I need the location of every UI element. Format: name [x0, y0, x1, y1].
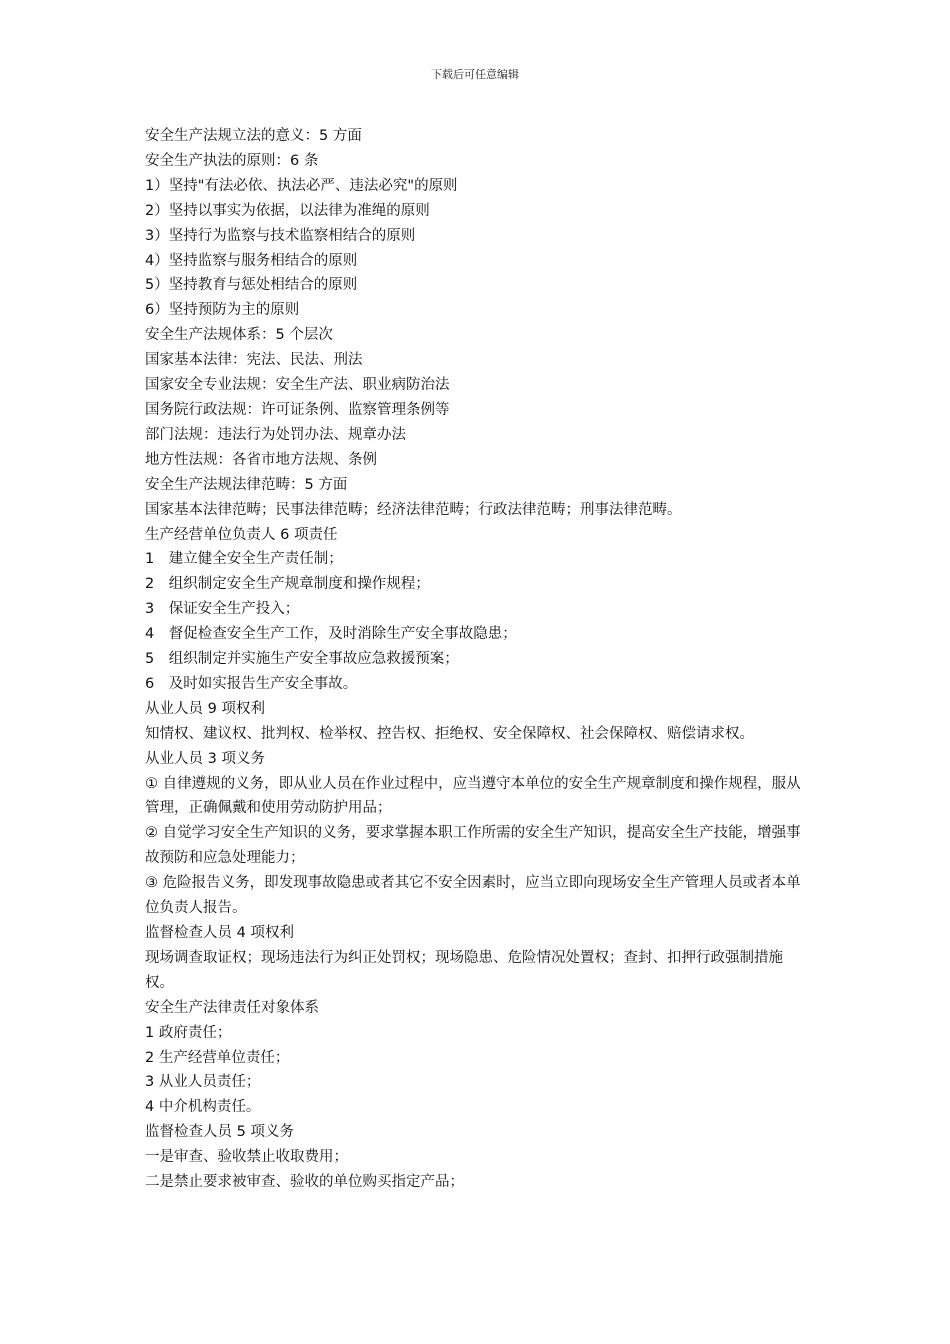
- text-line: 现场调查取证权；现场违法行为纠正处罚权；现场隐患、危险情况处置权；查封、扣押行政强制措施权。: [145, 949, 783, 991]
- text-line: 安全生产法规立法的意义：5 方面: [145, 128, 362, 144]
- text-line: 6）坚持预防为主的原则: [145, 302, 300, 319]
- text-line: 5）坚持教育与惩处相结合的原则: [145, 277, 358, 294]
- text-line: 一是审查、验收禁止收取费用；: [145, 1149, 348, 1166]
- text-line: 地方性法规：各省市地方法规、条例: [145, 451, 377, 468]
- text-line: ③ 危险报告义务，即发现事故隐患或者其它不安全因素时，应当立即向现场安全生产管理人员或者本单位负责人报告。: [145, 875, 801, 917]
- text-line: 安全生产法规体系：5 个层次: [145, 327, 333, 344]
- text-line: 5 组织制定并实施生产安全事故应急救援预案；: [145, 651, 459, 668]
- text-line: 国家安全专业法规：安全生产法、职业病防治法: [145, 377, 450, 394]
- text-line: 1 建立健全安全生产责任制；: [145, 551, 343, 568]
- text-line: 国家基本法律范畴；民事法律范畴；经济法律范畴；行政法律范畴；刑事法律范畴。: [145, 501, 682, 518]
- text-line: 3）坚持行为监察与技术监察相结合的原则: [145, 227, 416, 244]
- page-header: 下载后可任意编辑: [431, 68, 519, 81]
- text-line: 1 政府责任；: [145, 1024, 232, 1041]
- text-line: 4）坚持监察与服务相结合的原则: [145, 252, 358, 269]
- text-line: 从业人员 3 项义务: [145, 750, 265, 767]
- text-line: 4 督促检查安全生产工作，及时消除生产安全事故隐患；: [145, 626, 517, 643]
- text-line: 安全生产执法的原则：6 条: [145, 152, 319, 169]
- text-line: 2 生产经营单位责任；: [145, 1049, 290, 1066]
- text-line: 安全生产法律责任对象体系: [145, 999, 319, 1016]
- text-line: 知情权、建议权、批判权、检举权、控告权、拒绝权、安全保障权、社会保障权、赔偿请求权。: [145, 725, 754, 742]
- text-line: 从业人员 9 项权利: [145, 700, 265, 717]
- text-line: 3 从业人员责任；: [145, 1074, 261, 1091]
- text-line: 6 及时如实报告生产安全事故。: [145, 675, 358, 692]
- text-line: 安全生产法规法律范畴：5 方面: [145, 476, 348, 493]
- text-line: ① 自律遵规的义务，即从业人员在作业过程中，应当遵守本单位的安全生产规章制度和操作规程，服从管理，正确佩戴和使用劳动防护用品；: [145, 775, 801, 817]
- text-line: 4 中介机构责任。: [145, 1099, 261, 1116]
- text-line: ② 自觉学习安全生产知识的义务，要求掌握本职工作所需的安全生产知识，提高安全生产技能，增强事故预防和应急处理能力；: [145, 825, 801, 867]
- text-line: 2）坚持以事实为依据，以法律为准绳的原则: [145, 202, 430, 219]
- text-line: 生产经营单位负责人 6 项责任: [145, 526, 338, 543]
- text-line: 2 组织制定安全生产规章制度和操作规程；: [145, 576, 430, 593]
- text-line: 监督检查人员 5 项义务: [145, 1124, 294, 1141]
- text-line: 1）坚持"有法必依、执法必严、违法必究"的原则: [145, 177, 458, 194]
- text-line: 国家基本法律：宪法、民法、刑法: [145, 352, 363, 369]
- text-line: 部门法规：违法行为处罚办法、规章办法: [145, 426, 406, 443]
- text-line: 二是禁止要求被审查、验收的单位购买指定产品；: [145, 1174, 464, 1191]
- text-line: 国务院行政法规：许可证条例、监察管理条例等: [145, 401, 450, 418]
- text-line: 监督检查人员 4 项权利: [145, 925, 294, 941]
- document-body: [145, 124, 810, 1195]
- text-line: 3 保证安全生产投入；: [145, 601, 300, 618]
